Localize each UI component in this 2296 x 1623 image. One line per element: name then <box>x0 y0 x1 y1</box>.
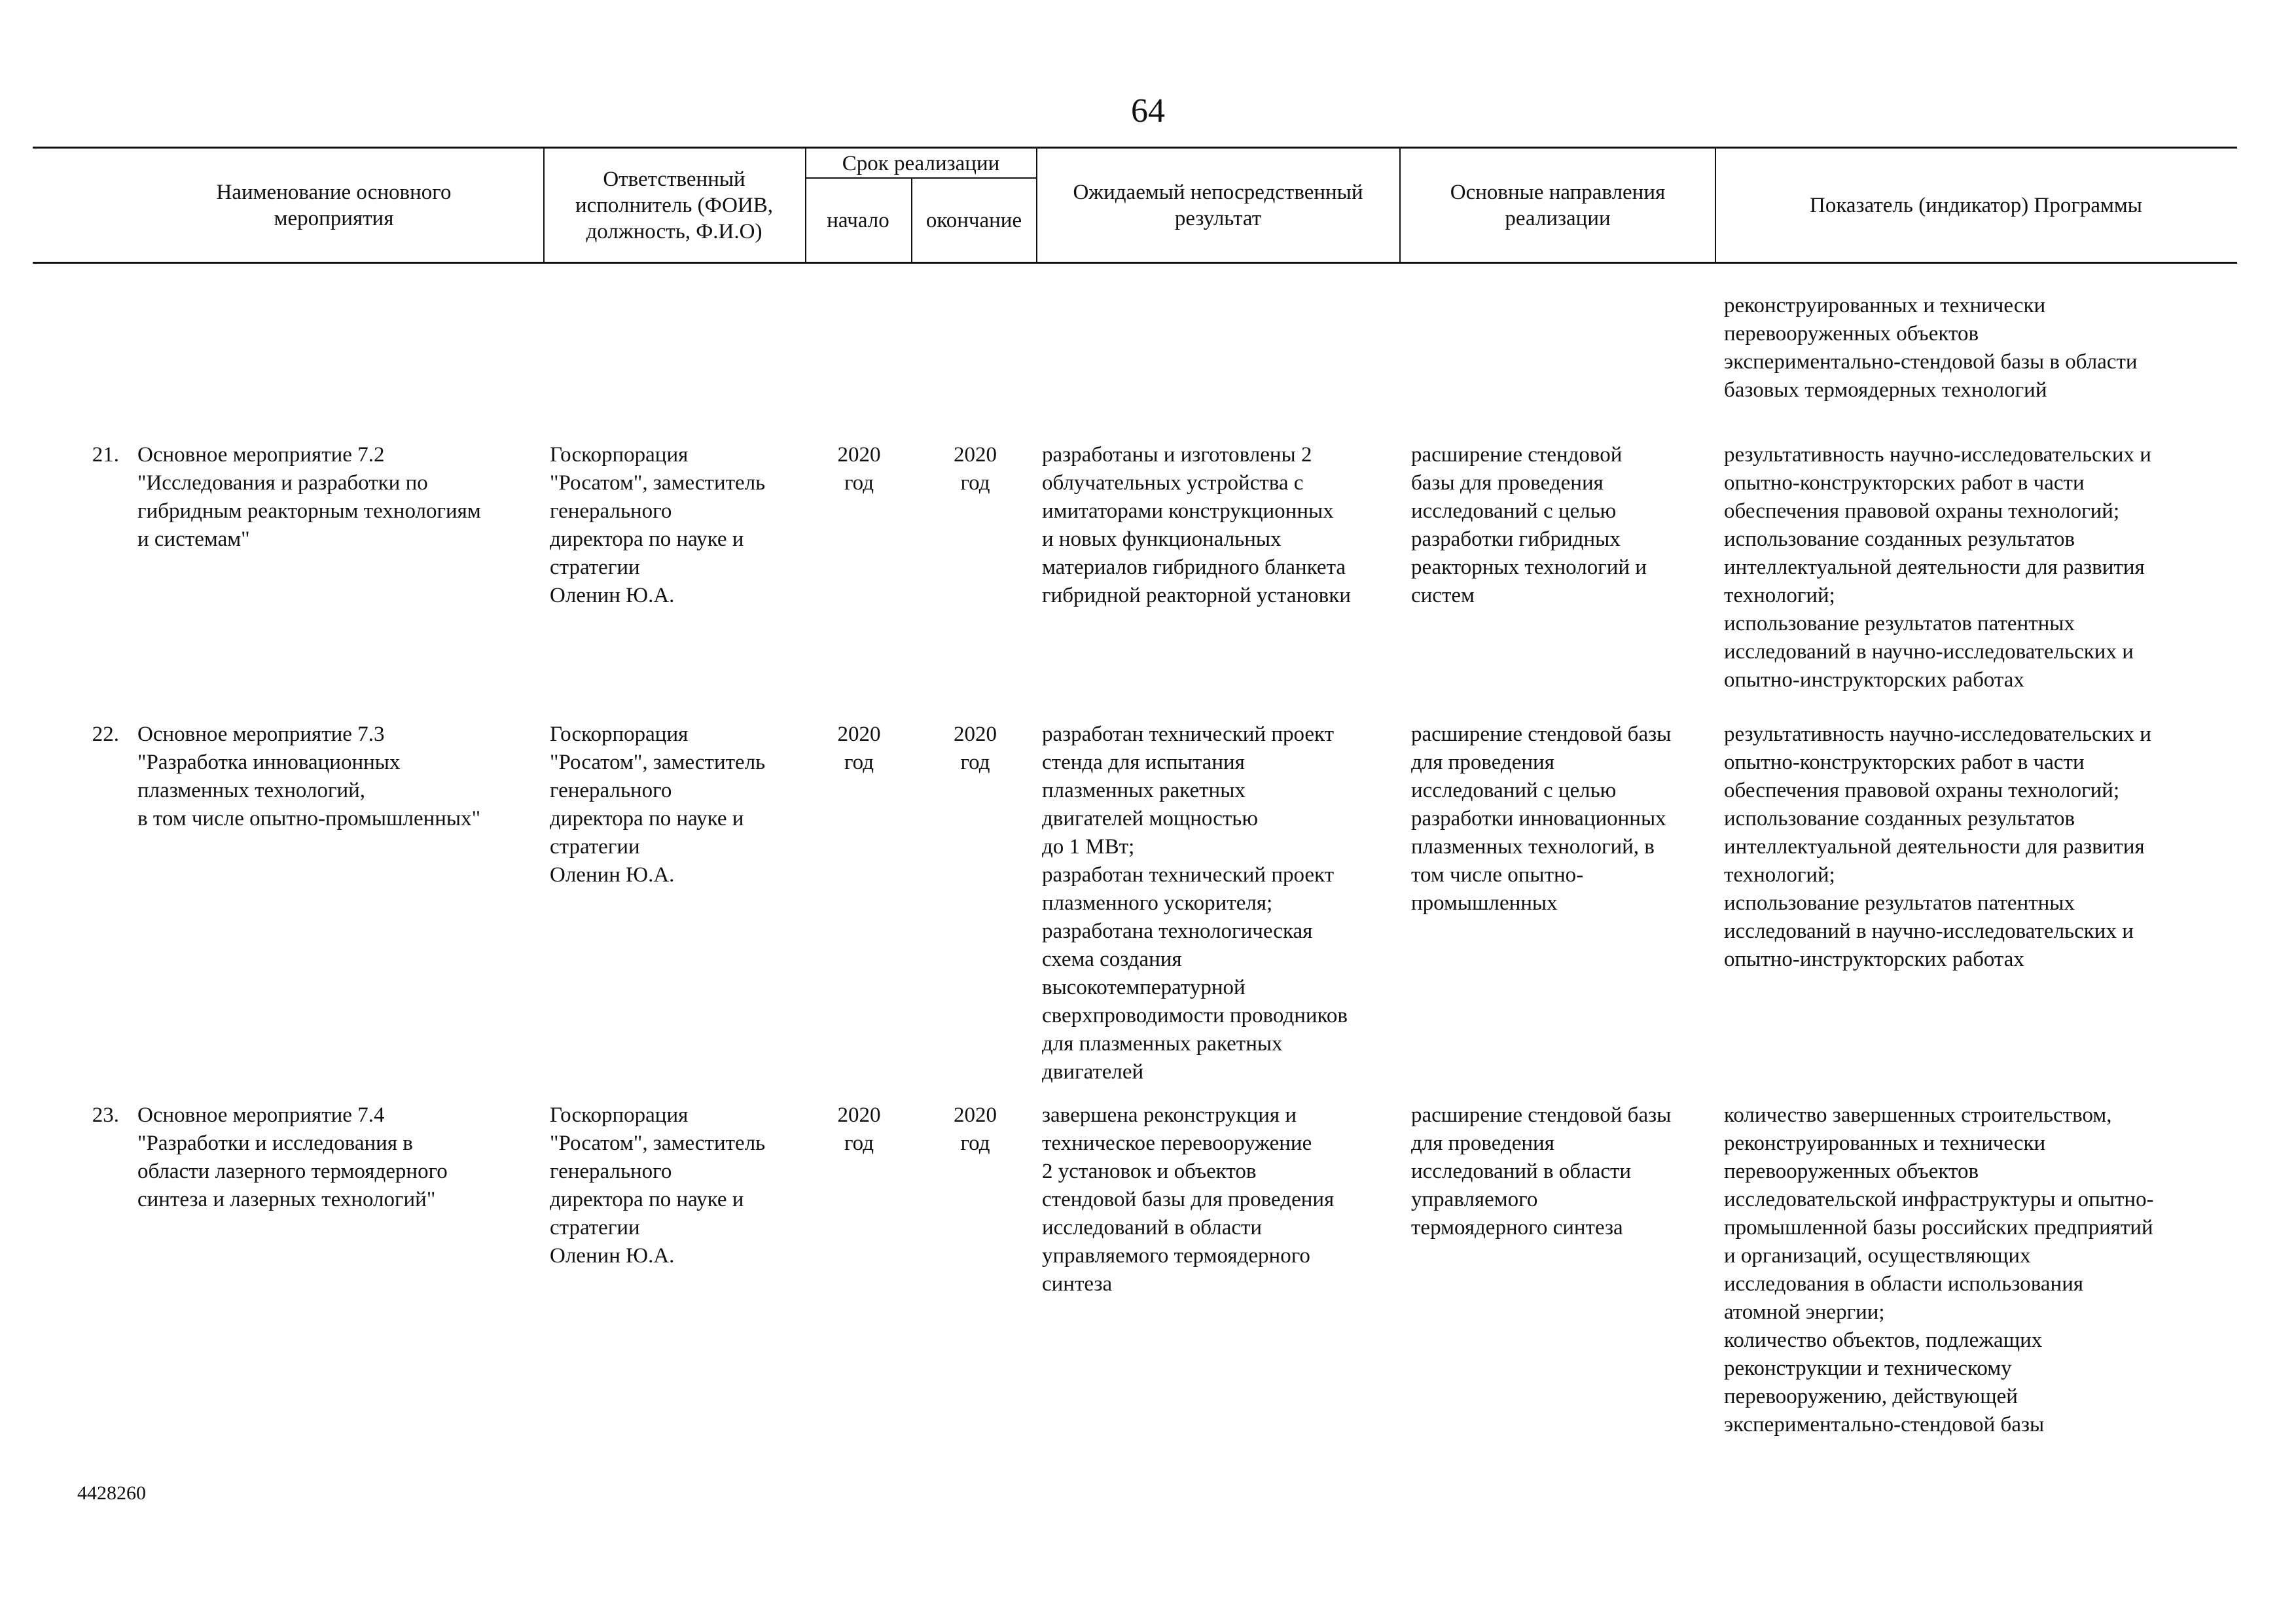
row-result: разработан технический проект стенда для испытания плазменных ракетных двигателей мощностью до 1 МВт; разработан технический проект плазменного ускорителя; разработана технологическая схема создания высокотемпературной сверхпроводимости проводников для плазменных ракетных двигателей <box>1042 722 1348 1084</box>
row-indicator: результативность научно-исследовательских и опытно-конструкторских работ в части обеспечения правовой охраны технологий; использование созданных результатов интеллектуальной деятельности для развития технологий; использование результатов патентных исследований в научно-исследовательских и опытно-инструкторских работах <box>1724 443 2151 692</box>
row-number: 22. <box>92 722 119 746</box>
header-bottom-rule <box>33 262 2237 264</box>
column-divider <box>1715 148 1716 262</box>
row-directions: расширение стендовой базы для проведения исследований с целью разработки инновационных плазменных технологий, в том числе опытно- промышленных <box>1411 722 1672 915</box>
row-name: Основное мероприятие 7.3 "Разработка инновационных плазменных технологий, в том числе опытно-промышленных" <box>137 722 481 830</box>
row-name: Основное мероприятие 7.4 "Разработки и исследования в области лазерного термоядерного синтеза и лазерных технологий" <box>137 1103 448 1211</box>
row-start: 2020 год <box>837 1103 881 1155</box>
row-result: завершена реконструкция и техническое перевооружение 2 установок и объектов стендовой базы для проведения исследований в области управляемого термоядерного синтеза <box>1042 1103 1335 1296</box>
page-number: 64 <box>1131 92 1165 130</box>
header-directions: Основные направления реализации <box>1450 181 1666 230</box>
row-responsible: Госкорпорация "Росатом", заместитель генерального директора по науке и стратегии Оленин Ю.А. <box>550 1103 766 1268</box>
header-name: Наименование основного мероприятия <box>216 181 452 230</box>
header-top-rule <box>33 147 2237 149</box>
row-start: 2020 год <box>837 722 881 774</box>
header-period: Срок реализации <box>842 152 1000 175</box>
row-indicator: количество завершенных строительством, реконструированных и технически перевооруженных объектов исследовательской инфраструктуры и опытно- промышленной базы российских предприятий и организаций, осуществляющих исследования в области использования атомной энергии; количество объектов, подлежащих реконструкции и техническому перевооружению, действующей экспериментально-стендовой базы <box>1724 1103 2154 1436</box>
row-directions: расширение стендовой базы для проведения исследований с целью разработки гибридных реакторных технологий и систем <box>1411 443 1647 607</box>
row-end: 2020 год <box>954 443 997 495</box>
row-number: 23. <box>92 1103 119 1127</box>
column-divider <box>543 148 545 262</box>
document-code: 4428260 <box>77 1482 146 1504</box>
column-divider <box>1036 148 1037 262</box>
column-divider <box>1399 148 1401 262</box>
header-indicator: Показатель (индикатор) Программы <box>1810 194 2142 217</box>
row-number: 21. <box>92 443 119 467</box>
row-responsible: Госкорпорация "Росатом", заместитель генерального директора по науке и стратегии Оленин Ю.А. <box>550 722 766 887</box>
row-indicator: результативность научно-исследовательских и опытно-конструкторских работ в части обеспечения правовой охраны технологий; использование созданных результатов интеллектуальной деятельности для развития технологий; использование результатов патентных исследований в научно-исследовательских и опытно-инструкторских работах <box>1724 722 2151 971</box>
header-start: начало <box>827 209 889 232</box>
header-responsible: Ответственный исполнитель (ФОИВ, должность, Ф.И.О) <box>575 168 774 243</box>
header-end: окончание <box>925 209 1022 232</box>
header-result: Ожидаемый непосредственный результат <box>1073 181 1363 230</box>
row-result: разработаны и изготовлены 2 облучательных устройства с имитаторами конструкционных и новых функциональных материалов гибридного бланкета гибридной реакторной установки <box>1042 443 1351 607</box>
row-end: 2020 год <box>954 722 997 774</box>
row-end: 2020 год <box>954 1103 997 1155</box>
row-directions: расширение стендовой базы для проведения исследований в области управляемого термоядерного синтеза <box>1411 1103 1672 1240</box>
row-name: Основное мероприятие 7.2 "Исследования и разработки по гибридным реакторным технологиям и системам" <box>137 443 481 551</box>
row-responsible: Госкорпорация "Росатом", заместитель генерального директора по науке и стратегии Оленин Ю.А. <box>550 443 766 607</box>
row-start: 2020 год <box>837 443 881 495</box>
continuation-indicator: реконструированных и технически перевооруженных объектов экспериментально-стендовой базы в области базовых термоядерных технологий <box>1724 294 2138 402</box>
